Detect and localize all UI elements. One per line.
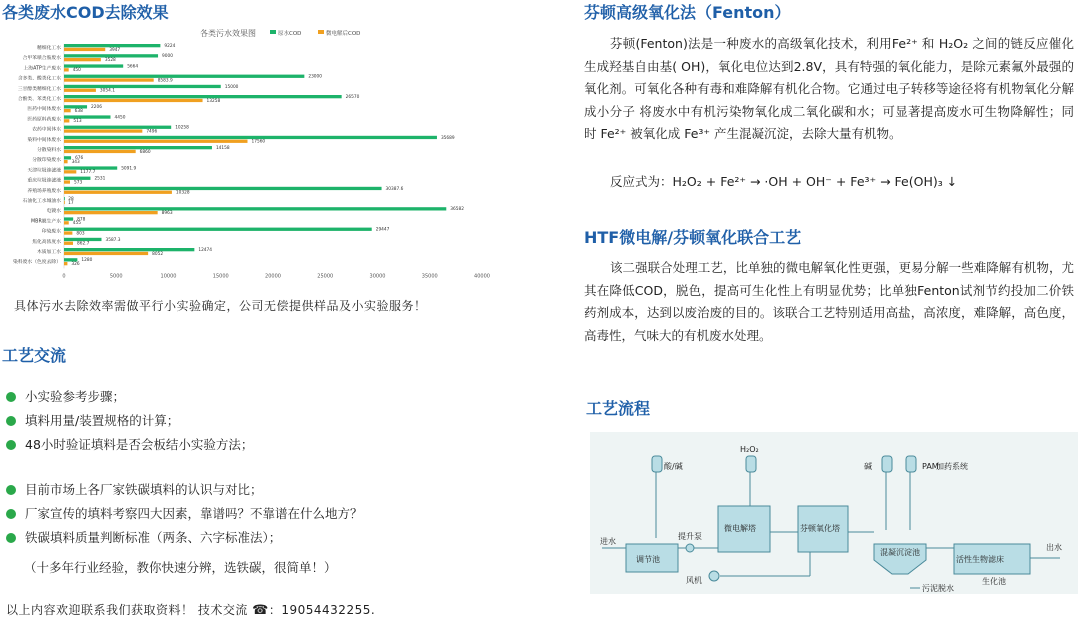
flow-label: 出水 <box>1046 543 1062 552</box>
data-label: 17560 <box>251 139 266 145</box>
flow-label: 风机 <box>686 576 702 585</box>
data-label: 23000 <box>308 74 323 80</box>
category-label: 石油化工水城油水 <box>22 199 61 204</box>
data-label: 29447 <box>375 227 390 233</box>
x-tick-label: 10000 <box>160 273 177 280</box>
bar <box>64 44 160 47</box>
bar <box>64 85 221 88</box>
data-label: 450 <box>72 68 81 74</box>
pam-dosing-tank <box>906 456 916 472</box>
bullet-item: 铁碳填料质量判断标准（两条、六字标准法）； <box>6 528 363 552</box>
bar <box>64 231 72 234</box>
data-label: 26570 <box>345 95 360 100</box>
data-label: 573 <box>73 180 83 186</box>
acid-dosing-tank <box>652 456 662 472</box>
data-label: 7496 <box>146 129 158 135</box>
bar <box>64 262 67 265</box>
category-label: 农药中间体水 <box>32 127 61 133</box>
x-tick-label: 25000 <box>317 273 334 280</box>
bar <box>64 140 248 143</box>
data-label: 30387.6 <box>385 186 404 192</box>
category-label: 含多类、酸类化工水 <box>17 76 61 82</box>
bar <box>64 248 194 251</box>
data-label: 8583.9 <box>157 78 173 84</box>
data-label: 10328 <box>175 190 190 196</box>
bar <box>64 58 101 61</box>
data-label: 35689 <box>440 135 455 141</box>
flow-label: 活性生物滤床 <box>956 555 1004 564</box>
bullet-dot-icon <box>6 440 16 450</box>
bullet-dot-icon <box>6 416 16 426</box>
category-label: MBR膜生产水 <box>31 219 61 225</box>
bullet-list-b <box>6 480 363 552</box>
data-label: 10258 <box>175 125 189 131</box>
bar <box>64 126 171 129</box>
bar <box>64 54 158 57</box>
data-label: 455 <box>72 221 81 227</box>
category-label: 印染废水 <box>41 229 61 235</box>
experience-note: （十多年行业经验，教你快速分辨，选铁碳，很简单！） <box>24 560 337 575</box>
flow-label: H₂O₂ <box>740 445 759 454</box>
data-label: 862.7 <box>77 241 90 247</box>
data-label: 343 <box>71 160 80 165</box>
bullet-item: 厂家宣传的填料考察四大因素，靠谱吗？不靠谱在什么地方？ <box>6 504 363 528</box>
legend-label: 原水COD <box>278 31 302 37</box>
flow-label: 酸/碱 <box>664 462 683 471</box>
flow-label: 调节池 <box>636 555 660 564</box>
bullet-list-a <box>6 387 253 459</box>
bar <box>64 150 136 153</box>
data-label: 878 <box>77 217 86 223</box>
bar <box>64 119 69 122</box>
alkali-dosing-tank <box>882 456 892 472</box>
flow-label: PAM <box>922 462 939 471</box>
x-tick-label: 35000 <box>421 273 438 280</box>
bar <box>64 211 158 214</box>
bar <box>64 197 65 200</box>
legend-swatch <box>270 30 276 34</box>
cod-section-heading: 各类废水COD去除效果 <box>2 3 169 22</box>
contact-line: 以上内容欢迎联系我们获取资料！ 技术交流 ☎：19054432255. <box>6 603 376 618</box>
data-label: 3587.3 <box>105 237 121 243</box>
blower-fan-icon <box>709 571 719 581</box>
bullet-item: 48小时验证填料是否会板结小实验方法； <box>6 435 253 459</box>
category-label: 医药原料药废水 <box>27 117 61 123</box>
flow-label: 生化池 <box>982 577 1006 586</box>
x-tick-label: 30000 <box>369 273 386 280</box>
data-label: 3947 <box>109 47 121 53</box>
flow-label: 提升泵 <box>678 532 702 541</box>
phone-icon: ☎ <box>252 603 269 618</box>
bar <box>64 48 105 51</box>
data-label: 3528 <box>104 58 116 63</box>
x-tick-label: 15000 <box>212 273 229 280</box>
bar <box>64 177 90 180</box>
bar <box>64 89 96 92</box>
data-label: 14158 <box>215 146 230 151</box>
flow-label: 碱 <box>864 462 872 471</box>
data-label: 5091.9 <box>121 166 137 172</box>
flow-label: 芬顿氧化塔 <box>800 524 840 533</box>
category-label: 天津垃圾渗滤液 <box>27 168 61 174</box>
bar <box>64 156 71 159</box>
process-flow-diagram <box>590 432 1078 594</box>
bar <box>64 95 342 98</box>
bullet-dot-icon <box>6 509 16 519</box>
x-tick-label: 5000 <box>109 273 123 280</box>
data-label: 2206 <box>91 105 102 111</box>
bullet-dot-icon <box>6 533 16 543</box>
bar <box>64 160 68 163</box>
bullet-item: 小实验参考步骤； <box>6 387 253 411</box>
bar <box>64 109 71 112</box>
data-label: 9000 <box>162 54 173 60</box>
category-label: 合酚类、苯类化工水 <box>17 97 61 102</box>
data-label: 3054.1 <box>99 88 115 94</box>
reaction-equation: 反应式为：H₂O₂ + Fe²⁺ → ·OH + OH⁻ + Fe³⁺ → Fe(OH)₃ ↓ <box>610 174 958 189</box>
flow-label: 加药系统 <box>936 462 968 471</box>
data-label: 2531 <box>94 176 106 182</box>
flow-label: 微电解塔 <box>724 524 756 533</box>
data-label: 676 <box>75 156 84 162</box>
data-label: 36582 <box>450 207 464 213</box>
bullet-dot-icon <box>6 485 16 495</box>
cod-bar-chart <box>0 22 500 284</box>
category-label: 合甲苯喷合胺废水 <box>22 56 61 62</box>
bar <box>64 105 87 108</box>
bar <box>64 180 70 183</box>
flow-label: 混凝沉淀池 <box>880 548 920 557</box>
data-label: 638 <box>74 109 83 114</box>
data-label: 1280 <box>81 258 93 264</box>
data-label: 4450 <box>114 115 126 121</box>
lift-pump-icon <box>686 544 694 552</box>
data-label: 13258 <box>206 98 221 104</box>
bar <box>64 78 154 81</box>
category-label: 分散印染废水 <box>32 158 61 164</box>
fenton-description: 芬顿(Fenton)法是一种废水的高级氧化技术，利用Fe²⁺ 和 H₂O₂ 之间的链反应催化生成羟基自由基( OH)，氧化电位达到2.8V，具有特强的氧化能力，是除元素氟外最强的氧化剂。可氧化各种有毒和难降解有机化合物。它通过电子转移等途径将有机物氧化分解成小分子 将废水中有机污染物氧化成二氧化碳和水；可显著提高废水可生物降解性；同时 Fe²⁺ 被氧化成 Fe³⁺ 产生混凝沉淀，去除大量有机物。 <box>584 36 1074 141</box>
category-label: 上海ATP生产废水 <box>23 66 61 72</box>
x-tick-label: 20000 <box>265 273 281 280</box>
flow-label: 进水 <box>600 537 616 546</box>
category-label: 焦化高浓度水 <box>32 239 61 245</box>
h2o2-dosing-tank <box>746 456 756 472</box>
bar <box>64 99 203 102</box>
bar <box>64 258 77 261</box>
bullet-item: 填料用量/装置规格的计算； <box>6 411 253 435</box>
bar <box>64 238 101 241</box>
fenton-heading: 芬顿高级氧化法（Fenton） <box>584 3 791 22</box>
process-flow-heading: 工艺流程 <box>586 399 651 418</box>
category-label: 分散染料水 <box>37 148 61 153</box>
category-label: 养殖场养殖废水 <box>27 188 61 194</box>
bar <box>64 221 69 224</box>
data-label: 513 <box>73 119 82 125</box>
bullet-dot-icon <box>6 392 16 402</box>
data-label: 28 <box>68 197 74 202</box>
bar <box>64 252 148 255</box>
bar <box>64 136 437 139</box>
bar <box>64 68 69 71</box>
bar <box>64 146 212 149</box>
data-label: 8052 <box>152 251 164 257</box>
htf-heading: HTF微电解/芬顿氧化联合工艺 <box>584 228 802 247</box>
category-label: 重庆垃圾渗滤液 <box>27 178 61 184</box>
data-label: 326 <box>71 262 80 267</box>
category-label: 精细化工水 <box>37 46 61 51</box>
x-tick-label: 40000 <box>474 273 490 280</box>
chart-title: 各类污水效果图 <box>200 29 256 38</box>
data-label: 1177.7 <box>80 170 96 176</box>
bar <box>64 187 382 190</box>
bar <box>64 170 76 173</box>
flow-label: 污泥脱水 <box>922 584 954 593</box>
bar <box>64 201 65 204</box>
data-label: 9224 <box>164 44 176 49</box>
process-exchange-heading: 工艺交流 <box>2 346 67 365</box>
data-label: 15000 <box>224 84 239 90</box>
phone-number[interactable]: ：19054432255. <box>268 603 376 617</box>
bar <box>64 242 73 245</box>
data-label: 17 <box>68 200 74 206</box>
bar <box>64 75 304 78</box>
bar <box>64 191 172 194</box>
category-label: 三甘醇类精细化工水 <box>17 86 61 92</box>
data-label: 5664 <box>127 64 139 70</box>
bar <box>64 228 372 231</box>
bar <box>64 115 111 118</box>
legend-label: 微电解后COD <box>326 31 361 37</box>
data-label: 12474 <box>198 248 213 253</box>
data-label: 6860 <box>139 149 151 155</box>
category-label: 医药中间体废水 <box>27 107 61 113</box>
sample-service-note: 具体污水去除效率需做平行小实验确定，公司无偿提供样品及小实验服务！ <box>14 299 427 313</box>
bar <box>64 129 142 132</box>
data-label: 8963 <box>161 211 173 216</box>
bullet-item: 目前市场上各厂家铁碳填料的认识与对比； <box>6 480 363 504</box>
legend-swatch <box>318 30 324 34</box>
htf-description: 该二强联合处理工艺，比单独的微电解氧化性更强，更易分解一些难降解有机物，尤其在降低COD，脱色，提高可生化性上有明显优势；比单独Fenton试剂节约投加二价铁药剂成本，达到以废治废的目的。该联合工艺特别适用高盐，高浓度，难降解，高色度，高毒性，气味大的有机废水处理。 <box>584 260 1074 343</box>
category-label: 染料废水（色度去除） <box>13 260 61 266</box>
x-tick-label: 0 <box>62 273 66 280</box>
category-label: 电镀水 <box>46 209 61 215</box>
category-label: 染料中间体废水 <box>27 137 61 143</box>
category-label: 木质加工水 <box>37 250 61 255</box>
data-label: 803 <box>76 231 85 237</box>
bar <box>64 207 446 210</box>
